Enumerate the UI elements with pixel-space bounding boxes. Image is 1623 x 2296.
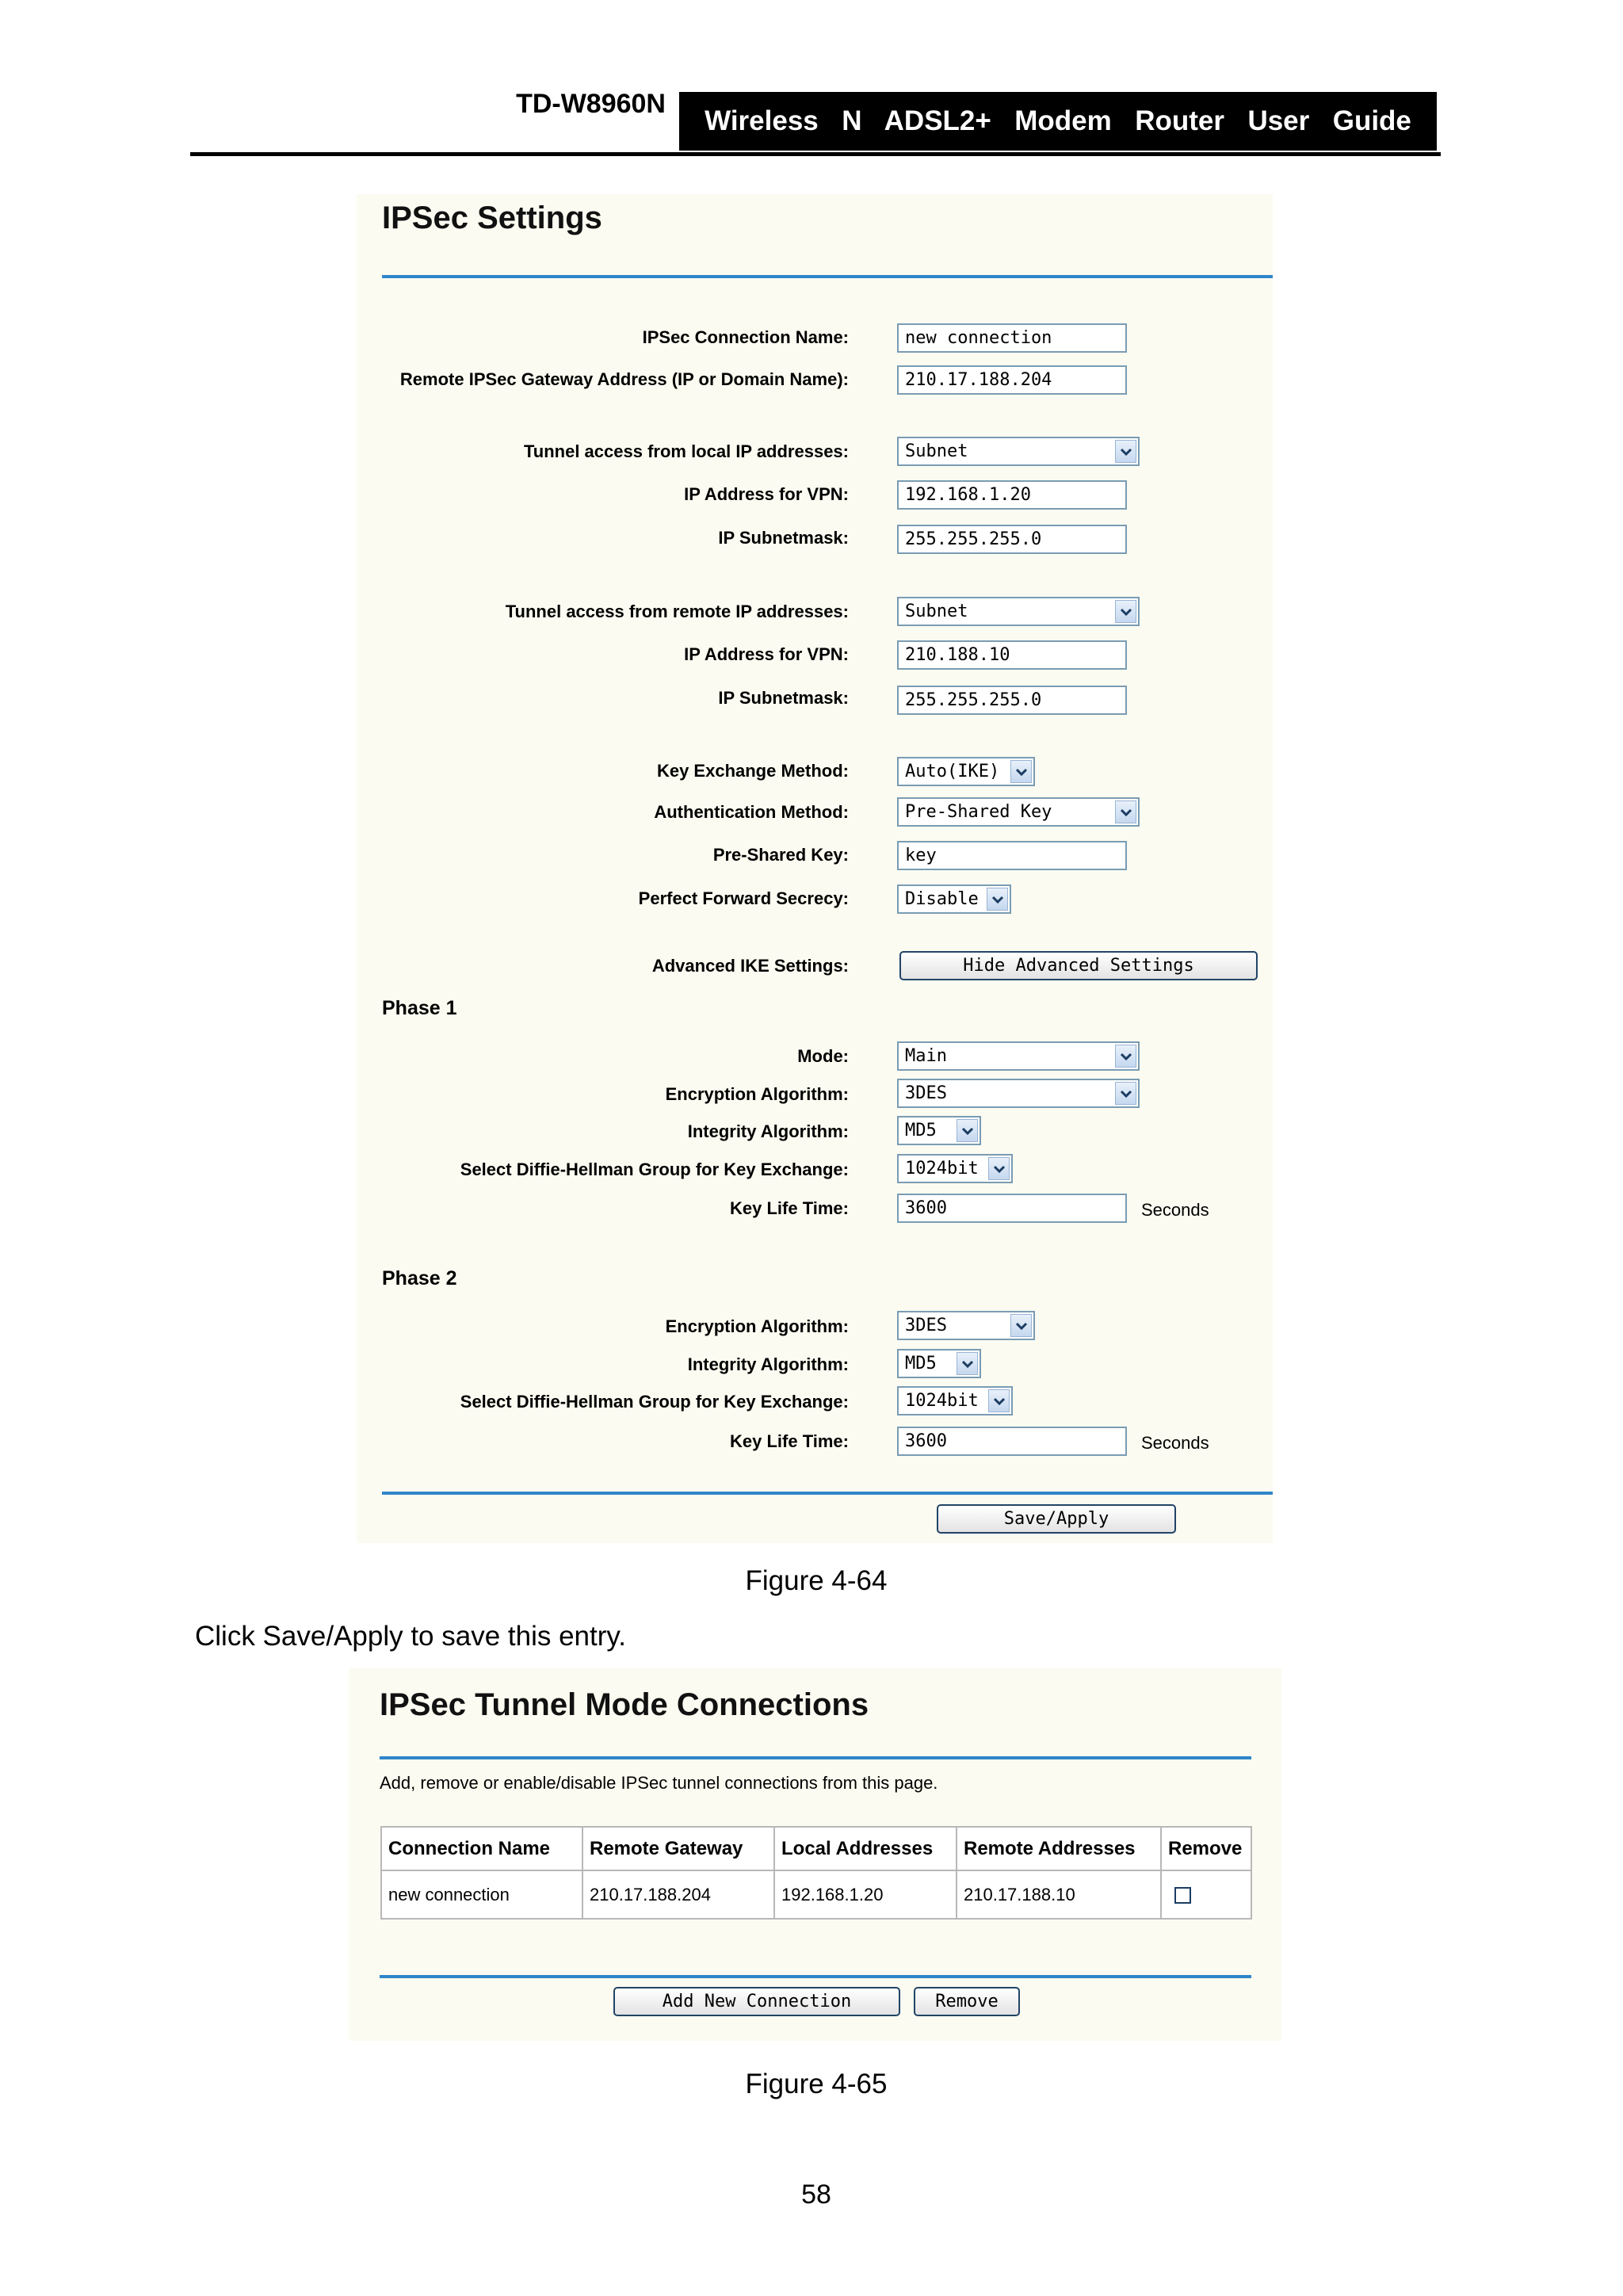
remote-access-select[interactable] xyxy=(897,597,1140,626)
document-model: TD-W8960N xyxy=(516,89,666,119)
p1-enc-select[interactable] xyxy=(897,1079,1140,1108)
p2-dh-select[interactable] xyxy=(897,1386,1013,1415)
save-apply-button[interactable]: Save/Apply xyxy=(937,1504,1176,1534)
col-header: Connection Name xyxy=(381,1827,582,1870)
p2-integ-value: MD5 xyxy=(905,1354,937,1373)
col-header: Local Addresses xyxy=(774,1827,957,1870)
p2-life-label: Key Life Time: xyxy=(730,1431,849,1451)
local-ip-label: IP Address for VPN: xyxy=(684,484,849,504)
label-column xyxy=(357,194,849,1543)
phase1-heading: Phase 1 xyxy=(382,997,457,1019)
add-new-connection-button[interactable]: Add New Connection xyxy=(613,1987,900,2016)
p1-dh-value: 1024bit xyxy=(905,1159,979,1179)
col-header: Remote Gateway xyxy=(582,1827,774,1870)
p1-mode-value: Main xyxy=(905,1046,947,1066)
pfs-value: Disable xyxy=(905,889,979,909)
table-row xyxy=(381,1870,1251,1919)
instruction-text: Click Save/Apply to save this entry. xyxy=(195,1621,627,1652)
p1-integ-value: MD5 xyxy=(905,1121,937,1140)
col-header: Remote Addresses xyxy=(957,1827,1161,1870)
cell-remote-gateway: 210.17.188.204 xyxy=(582,1870,774,1919)
chevron-down-icon xyxy=(957,1352,978,1375)
p1-enc-value: 3DES xyxy=(905,1083,947,1103)
p1-mode-select[interactable] xyxy=(897,1041,1140,1071)
figure-caption: Figure 4-65 xyxy=(745,2069,888,2099)
cell-remote-addresses: 210.17.188.10 xyxy=(957,1870,1161,1919)
psk-input[interactable]: key xyxy=(897,841,1127,870)
divider xyxy=(380,1975,1251,1978)
cell-local-addresses: 192.168.1.20 xyxy=(774,1870,957,1919)
pfs-select[interactable] xyxy=(897,884,1011,914)
p2-life-unit: Seconds xyxy=(1141,1433,1209,1453)
chevron-down-icon xyxy=(988,1157,1010,1180)
remote-mask-label: IP Subnetmask: xyxy=(718,688,849,708)
local-access-select[interactable] xyxy=(897,437,1140,466)
connections-table xyxy=(380,1826,1252,1920)
panel-description: Add, remove or enable/disable IPSec tunnel connections from this page. xyxy=(380,1773,938,1793)
p2-dh-label: Select Diffie-Hellman Group for Key Exchange: xyxy=(460,1392,849,1412)
psk-label: Pre-Shared Key: xyxy=(712,845,849,865)
chevron-down-icon xyxy=(987,888,1008,911)
local-mask-input[interactable]: 255.255.255.0 xyxy=(897,525,1127,554)
p1-dh-label: Select Diffie-Hellman Group for Key Exchange: xyxy=(460,1159,849,1179)
remote-ip-input[interactable]: 210.188.10 xyxy=(897,640,1127,670)
remote-gw-input[interactable]: 210.17.188.204 xyxy=(897,365,1127,395)
auth-method-label: Authentication Method: xyxy=(654,802,849,822)
remove-checkbox[interactable] xyxy=(1174,1887,1191,1904)
p2-enc-value: 3DES xyxy=(905,1316,947,1335)
page-number: 58 xyxy=(801,2179,831,2210)
ipsec-tunnel-panel xyxy=(349,1668,1281,2041)
header-rule xyxy=(190,152,1441,156)
local-access-label: Tunnel access from local IP addresses: xyxy=(523,441,849,461)
divider xyxy=(380,1756,1251,1759)
p2-dh-value: 1024bit xyxy=(905,1391,979,1411)
cell-connection-name: new connection xyxy=(381,1870,582,1919)
local-ip-input[interactable]: 192.168.1.20 xyxy=(897,480,1127,510)
local-mask-label: IP Subnetmask: xyxy=(718,528,849,548)
remove-button[interactable]: Remove xyxy=(914,1987,1020,2016)
p2-integ-select[interactable] xyxy=(897,1349,981,1378)
remote-access-label: Tunnel access from remote IP addresses: xyxy=(505,602,849,621)
col-header: Remove xyxy=(1161,1827,1251,1870)
chevron-down-icon xyxy=(1115,600,1136,623)
remote-mask-input[interactable]: 255.255.255.0 xyxy=(897,686,1127,715)
chevron-down-icon xyxy=(1115,800,1136,823)
auth-method-select[interactable] xyxy=(897,797,1140,827)
chevron-down-icon xyxy=(1115,440,1136,463)
auth-method-value: Pre-Shared Key xyxy=(905,802,1052,822)
p1-integ-select[interactable] xyxy=(897,1116,981,1145)
remote-access-value: Subnet xyxy=(905,602,968,621)
p1-integ-label: Integrity Algorithm: xyxy=(687,1121,849,1141)
remote-gw-label: Remote IPSec Gateway Address (IP or Domain Name): xyxy=(399,369,849,389)
table-header-row xyxy=(381,1827,1251,1870)
conn-name-label: IPSec Connection Name: xyxy=(642,327,849,347)
local-access-value: Subnet xyxy=(905,441,968,461)
adv-ike-label: Advanced IKE Settings: xyxy=(651,956,849,976)
key-exchange-select[interactable] xyxy=(897,757,1035,786)
figure-caption: Figure 4-64 xyxy=(745,1565,888,1596)
panel-title: IPSec Tunnel Mode Connections xyxy=(380,1687,869,1722)
p2-integ-label: Integrity Algorithm: xyxy=(687,1354,849,1374)
chevron-down-icon xyxy=(1115,1045,1136,1068)
remote-ip-label: IP Address for VPN: xyxy=(684,644,849,664)
conn-name-input[interactable]: new connection xyxy=(897,323,1127,353)
key-exchange-value: Auto(IKE) xyxy=(905,762,1000,781)
p2-enc-select[interactable] xyxy=(897,1311,1035,1340)
chevron-down-icon xyxy=(1010,1314,1032,1337)
p1-enc-label: Encryption Algorithm: xyxy=(665,1084,849,1104)
p1-life-unit: Seconds xyxy=(1141,1200,1209,1220)
divider xyxy=(382,1492,1273,1495)
chevron-down-icon xyxy=(957,1119,978,1142)
pfs-label: Perfect Forward Secrecy: xyxy=(638,888,849,908)
chevron-down-icon xyxy=(988,1389,1010,1412)
ipsec-settings-panel xyxy=(357,194,1273,1543)
phase2-heading: Phase 2 xyxy=(382,1267,457,1289)
cell-remove xyxy=(1161,1870,1251,1919)
p2-life-input[interactable]: 3600 xyxy=(897,1427,1127,1456)
p2-enc-label: Encryption Algorithm: xyxy=(665,1316,849,1336)
p1-life-input[interactable]: 3600 xyxy=(897,1194,1127,1223)
chevron-down-icon xyxy=(1010,760,1032,783)
p1-life-label: Key Life Time: xyxy=(730,1198,849,1218)
hide-advanced-settings-button[interactable]: Hide Advanced Settings xyxy=(899,951,1258,980)
document-title: Wireless N ADSL2+ Modem Router User Guide xyxy=(679,92,1437,151)
p1-dh-select[interactable] xyxy=(897,1154,1013,1183)
key-exchange-label: Key Exchange Method: xyxy=(656,761,849,781)
p1-mode-label: Mode: xyxy=(797,1046,849,1066)
chevron-down-icon xyxy=(1115,1082,1136,1105)
panel-title: IPSec Settings xyxy=(382,201,602,235)
